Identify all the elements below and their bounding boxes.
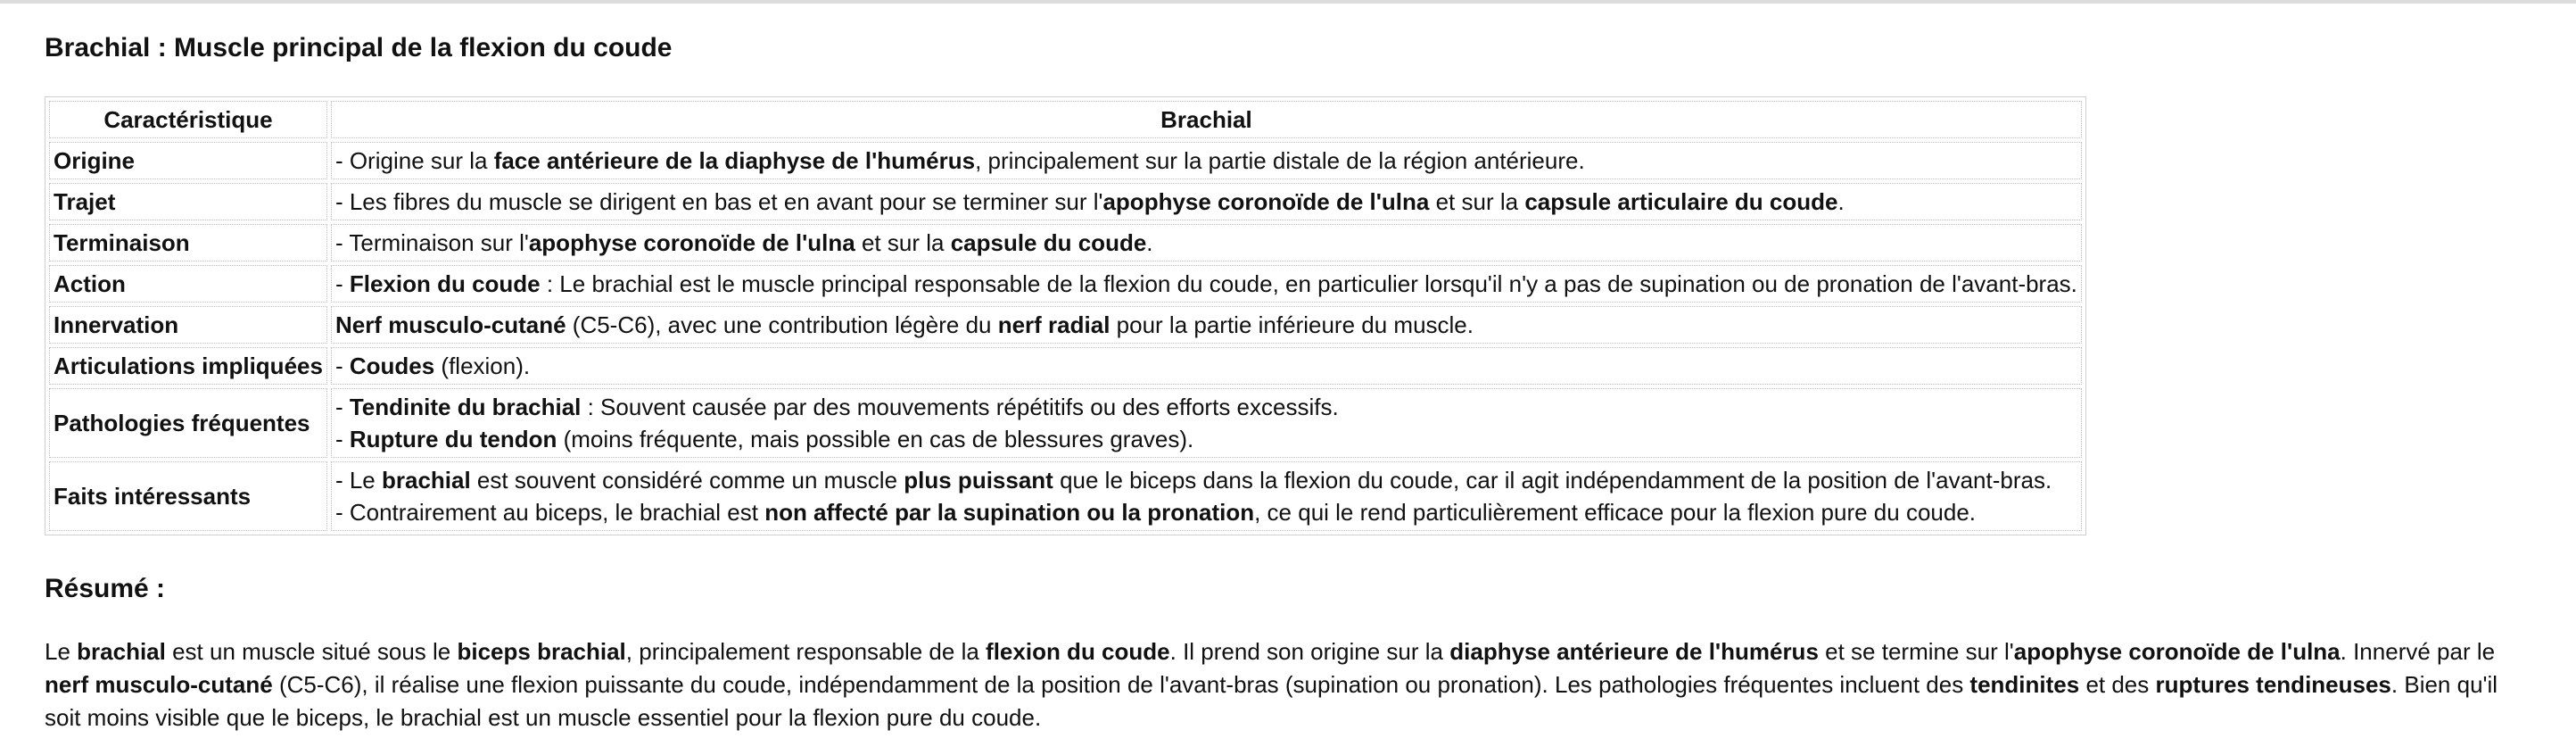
value-line	[335, 350, 2077, 382]
row-label: Innervation	[49, 306, 327, 344]
row-value	[331, 306, 2082, 344]
row-value	[331, 347, 2082, 385]
text-segment: - Terminaison sur l'	[334, 229, 529, 256]
header-brachial: Brachial	[331, 101, 2082, 138]
text-segment: -	[334, 270, 350, 297]
text-segment: -	[334, 353, 350, 379]
bold-text: biceps brachial	[457, 638, 626, 665]
bold-text: Rupture du tendon	[349, 426, 557, 452]
row-value	[331, 461, 2082, 531]
table-row	[49, 142, 2082, 179]
value-line	[335, 186, 2077, 218]
text-segment: (C5-C6), il réalise une flexion puissante du coude, indépendamment de la position de l'avant-bras (supination ou pronation). Les pathologies fréquentes incluent des	[272, 671, 1970, 698]
bold-text: nerf radial	[997, 311, 1110, 338]
value-line	[335, 423, 2077, 455]
text-segment: (moins fréquente, mais possible en cas de blessures graves).	[557, 426, 1194, 452]
row-value	[331, 142, 2082, 179]
row-value	[331, 224, 2082, 261]
row-label: Action	[49, 265, 327, 303]
table-row	[49, 388, 2082, 458]
text-segment: . Innervé par le	[2340, 638, 2496, 665]
text-segment: . Bien qu'il soit moins visible que le biceps, le brachial est un muscle essentiel pour la flexion pure du coude.	[45, 671, 2498, 731]
text-segment: , ce qui le rend particulièrement efficace pour la flexion pure du coude.	[1254, 499, 1977, 526]
bold-text: Nerf musculo-cutané	[334, 311, 566, 338]
bold-text: nerf musculo-cutané	[45, 671, 273, 698]
row-value	[331, 265, 2082, 303]
bold-text: apophyse coronoïde de l'ulna	[528, 229, 855, 256]
text-segment: et sur la	[1429, 188, 1525, 215]
text-segment: (flexion).	[434, 353, 531, 379]
bold-text: tendinites	[1969, 671, 2080, 698]
bold-text: brachial	[381, 467, 471, 494]
text-segment: est souvent considéré comme un muscle	[470, 467, 904, 494]
value-line	[335, 227, 2077, 259]
text-segment: .	[1146, 229, 1153, 256]
bold-text: ruptures tendineuses	[2155, 671, 2391, 698]
table-row	[49, 183, 2082, 220]
value-line	[335, 496, 2077, 528]
table-row	[49, 306, 2082, 344]
summary-title: Résumé :	[45, 574, 166, 603]
text-segment: - Origine sur la	[334, 147, 494, 174]
summary-paragraph	[45, 635, 2533, 734]
table-body	[49, 142, 2082, 531]
characteristics-table	[45, 96, 2086, 535]
bold-text: apophyse coronoïde de l'ulna	[1102, 188, 1430, 215]
bold-text: diaphyse antérieure de l'humérus	[1449, 638, 1819, 665]
text-segment: et se termine sur l'	[1818, 638, 2014, 665]
value-line	[335, 464, 2077, 496]
text-segment: : Souvent causée par des mouvements répétitifs ou des efforts excessifs.	[581, 394, 1339, 420]
bold-text: apophyse coronoïde de l'ulna	[2013, 638, 2341, 665]
bold-text: plus puissant	[904, 467, 1053, 494]
value-line	[335, 145, 2077, 177]
text-segment: et sur la	[855, 229, 951, 256]
text-segment: Le	[45, 638, 78, 665]
value-line	[335, 268, 2077, 300]
document	[45, 29, 2542, 734]
text-segment: : Le brachial est le muscle principal responsable de la flexion du coude, en particulier lorsqu'il n'y a pas de supination ou de pronation de l'avant-bras.	[540, 270, 2077, 297]
text-segment: -	[334, 426, 350, 452]
header-characteristic: Caractéristique	[49, 101, 327, 138]
text-segment: et des	[2079, 671, 2156, 698]
row-value	[331, 388, 2082, 458]
bold-text: brachial	[77, 638, 166, 665]
row-label: Articulations impliquées	[49, 347, 327, 385]
row-label: Origine	[49, 142, 327, 179]
bold-text: Tendinite du brachial	[349, 394, 582, 420]
table-header-row	[49, 101, 2082, 138]
text-segment: pour la partie inférieure du muscle.	[1110, 311, 1474, 338]
bold-text: face antérieure de la diaphyse de l'humérus	[493, 147, 976, 174]
table-row	[49, 224, 2082, 261]
text-segment: - Contrairement au biceps, le brachial est	[334, 499, 765, 526]
bold-text: flexion du coude	[986, 638, 1170, 665]
text-segment: -	[334, 394, 350, 420]
text-segment: - Les fibres du muscle se dirigent en bas et en avant pour se terminer sur l'	[334, 188, 1103, 215]
text-segment: est un muscle situé sous le	[165, 638, 458, 665]
value-line	[335, 309, 2077, 341]
text-segment: (C5-C6), avec une contribution légère du	[566, 311, 998, 338]
row-label: Faits intéressants	[49, 461, 327, 531]
text-segment: , principalement responsable de la	[625, 638, 987, 665]
text-segment: , principalement sur la partie distale de la région antérieure.	[975, 147, 1585, 174]
bold-text: Flexion du coude	[349, 270, 541, 297]
value-line	[335, 391, 2077, 423]
text-segment: que le biceps dans la flexion du coude, car il agit indépendamment de la position de l'avant-bras.	[1053, 467, 2052, 494]
bold-text: capsule articulaire du coude	[1524, 188, 1838, 215]
table-row	[49, 265, 2082, 303]
bold-text: capsule du coude	[950, 229, 1147, 256]
bold-text: non affecté par la supination ou la pronation	[764, 499, 1255, 526]
table-row	[49, 461, 2082, 531]
text-segment: .	[1837, 188, 1845, 215]
text-segment: . Il prend son origine sur la	[1169, 638, 1450, 665]
bold-text: Coudes	[349, 353, 435, 379]
row-value	[331, 183, 2082, 220]
top-border	[0, 0, 2576, 4]
page-title: Brachial : Muscle principal de la flexion du coude	[45, 33, 673, 62]
row-label: Pathologies fréquentes	[49, 388, 327, 458]
row-label: Trajet	[49, 183, 327, 220]
text-segment: - Le	[334, 467, 382, 494]
table-row	[49, 347, 2082, 385]
row-label: Terminaison	[49, 224, 327, 261]
